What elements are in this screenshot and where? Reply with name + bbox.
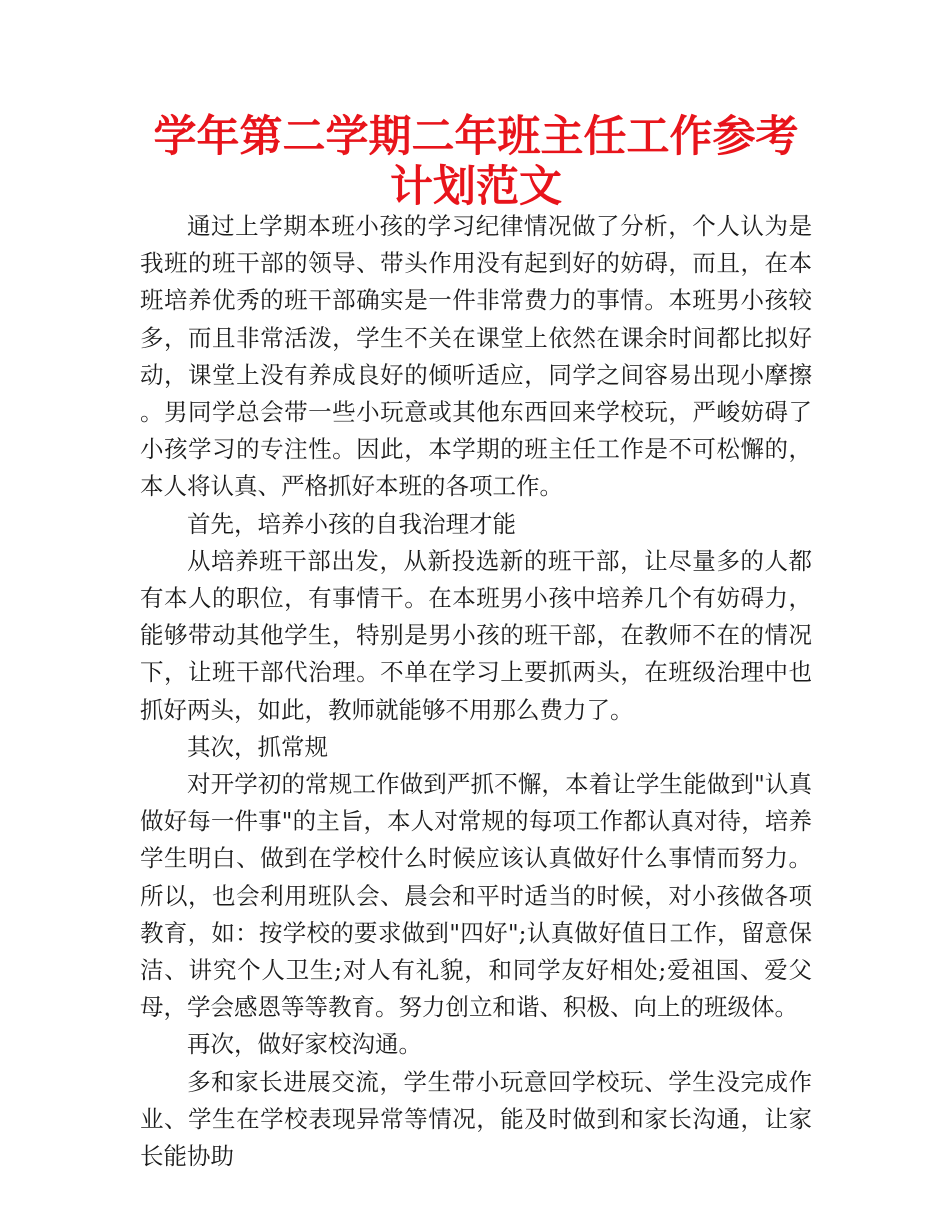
heading-first: 首先，培养小孩的自我治理才能 xyxy=(187,509,516,538)
heading-second: 其次，抓常规 xyxy=(187,732,328,761)
paragraph-third: 多和家长进展交流，学生带小玩意回学校玩、学生没完成作业、学生在学校表现异常等情况，能及时做到和家长沟通，让家长能协助 xyxy=(140,1067,812,1171)
paragraph-intro: 通过上学期本班小孩的学习纪律情况做了分析，个人认为是我班的班干部的领导、带头作用没有起到好的妨碍，而且，在本班培养优秀的班干部确实是一件非常费力的事情。本班男小孩较多，而且非常活泼，学生不关在课堂上依然在课余时间都比拟好动，课堂上没有养成良好的倾听适应，同学之间容易出现小摩擦。男同学总会带一些小玩意或其他东西回来学校玩，严峻妨碍了小孩学习的专注性。因此，本学期的班主任工作是不可松懈的，本人将认真、严格抓好本班的各项工作。 xyxy=(140,212,812,501)
paragraph-second: 对开学初的常规工作做到严抓不懈，本着让学生能做到"认真做好每一件事"的主旨，本人对常规的每项工作都认真对待，培养学生明白、做到在学校什么时候应该认真做好什么事情而努力。所以，也会利用班队会、晨会和平时适当的时候，对小孩做各项教育，如：按学校的要求做到"四好";认真做好值日工作，留意保洁、讲究个人卫生;对人有礼貌，和同学友好相处;爱祖国、爱父母，学会感恩等等教育。努力创立和谐、积极、向上的班级体。 xyxy=(140,770,812,1022)
heading-third: 再次，做好家校沟通。 xyxy=(187,1030,422,1059)
paragraph-first: 从培养班干部出发，从新投选新的班干部，让尽量多的人都有本人的职位，有事情干。在本班男小孩中培养几个有妨碍力，能够带动其他学生，特别是男小孩的班干部，在教师不在的情况下，让班干部代治理。不单在学习上要抓两头，在班级治理中也抓好两头，如此，教师就能够不用那么费力了。 xyxy=(140,546,812,724)
document-title: 学年第二学期二年班主任工作参考计划范文 xyxy=(153,112,799,212)
document-body xyxy=(140,208,812,1175)
